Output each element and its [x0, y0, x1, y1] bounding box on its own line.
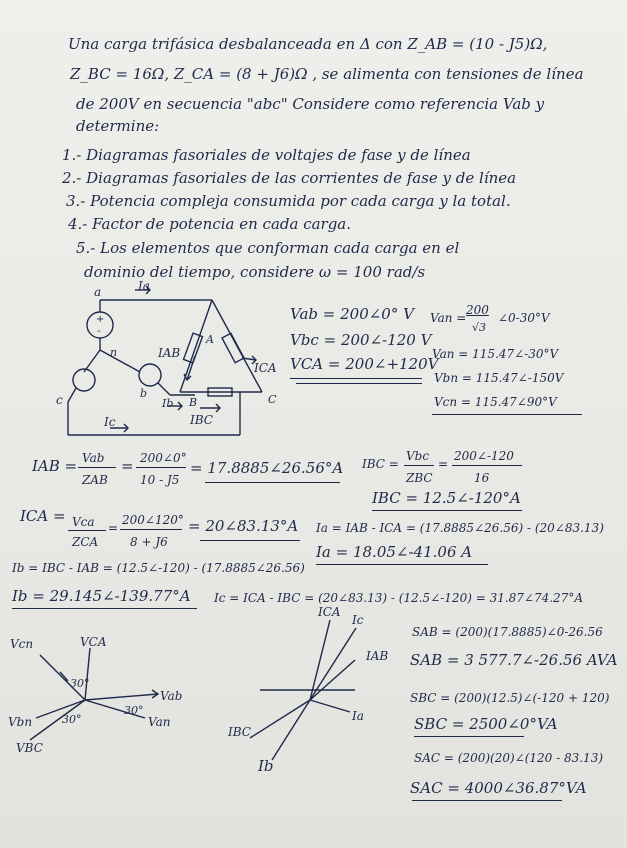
- iab-frac2-num: 200∠0°: [140, 451, 187, 465]
- item-3: 3.- Potencia compleja consumida por cada carga y la total.: [66, 192, 511, 210]
- node-B-label: B: [189, 396, 198, 409]
- sbc-expression: SBC = (200)(12.5)∠(-120 + 120): [410, 691, 610, 705]
- vbc-value: Vbc = 200∠-120 V: [290, 331, 432, 349]
- ica-frac2-den: 8 + J6: [130, 535, 168, 549]
- phasor-ib-label: Ib: [258, 757, 274, 775]
- sac-expression: SAC = (200)(20)∠(120 - 83.13): [414, 751, 604, 765]
- current-ibc-label: IBC: [190, 413, 213, 427]
- node-c-label: c: [56, 393, 63, 407]
- sac-result: SAC = 4000∠36.87°VA: [410, 779, 587, 797]
- item-2: 2.- Diagramas fasoriales de las corrientes de fase y de línea: [62, 169, 517, 187]
- item-5-cont: dominio del tiempo, considere ω = 100 rad/s: [84, 263, 426, 281]
- node-C-label: C: [268, 393, 277, 406]
- phasor-ica-label: ICA: [318, 605, 341, 619]
- sbc-result: SBC = 2500∠0°VA: [414, 715, 558, 733]
- source-a-minus: -: [97, 326, 101, 337]
- current-ic-label: Ic: [104, 415, 116, 429]
- van-numerator: 200: [466, 303, 489, 317]
- iab-eq: =: [121, 457, 134, 475]
- sab-result: SAB = 3 577.7∠-26.56 AVA: [410, 651, 618, 669]
- ia-equation: Ia = IAB - ICA = (17.8885∠26.56) - (20∠83.13): [316, 521, 604, 535]
- ibc-result: IBC = 12.5∠-120°A: [372, 489, 521, 507]
- iab-label: IAB =: [32, 457, 78, 475]
- angle-30-1: 30°: [70, 677, 90, 690]
- ibc-label: IBC =: [362, 457, 399, 471]
- ia-result: Ia = 18.05∠-41.06 A: [316, 543, 473, 561]
- item-5: 5.- Los elementos que conforman cada carga en el: [76, 239, 460, 257]
- node-b-label: b: [140, 387, 148, 400]
- ica-eq: =: [108, 521, 119, 535]
- phasor-vbn-label: Vbn: [8, 715, 33, 729]
- ib-result: Ib = 29.145∠-139.77°A: [12, 587, 191, 605]
- ic-equation: Ic = ICA - IBC = (20∠83.13) - (12.5∠-120) = 31.87∠74.27°A: [214, 591, 583, 605]
- phasor-vca-label: VCA: [80, 635, 107, 649]
- current-ia-label: Ia: [138, 279, 150, 293]
- iab-frac1-den: ZAB: [82, 473, 108, 487]
- ica-frac2-num: 200∠120°: [122, 513, 184, 527]
- phasor-iab-label: IAB: [366, 649, 389, 663]
- problem-line-3: de 200V en secuencia "abc" Considere como referencia Vab y: [76, 95, 545, 113]
- problem-line-2: Z_BC = 16Ω, Z_CA = (8 + J6)Ω , se alimenta con tensiones de línea: [70, 65, 584, 83]
- vbn-result: Vbn = 115.47∠-150V: [434, 371, 564, 385]
- ica-label: ICA =: [20, 507, 66, 525]
- van-result: Van = 115.47∠-30°V: [432, 347, 559, 361]
- current-iab-label: IAB: [158, 346, 181, 360]
- node-A-label: A: [206, 333, 214, 346]
- phasor-van-label: Van: [148, 715, 171, 729]
- phasor-vcn-label: Vcn: [10, 637, 34, 651]
- van-label: Van =: [430, 311, 467, 325]
- vca-value: VCA = 200∠+120V: [290, 355, 439, 373]
- ibc-frac2-num: 200∠-120: [454, 449, 514, 463]
- phasor-ibc-label: IBC: [228, 725, 251, 739]
- problem-line-1: Una carga trifásica desbalanceada en Δ con Z_AB = (10 - J5)Ω,: [68, 35, 548, 53]
- ica-result: = 20∠83.13°A: [188, 517, 299, 535]
- neutral-label: n: [110, 346, 118, 359]
- phasor-ic-label: Ic: [352, 613, 364, 627]
- phasor-vbc-label: VBC: [16, 741, 43, 755]
- ica-frac1-den: ZCA: [72, 535, 99, 549]
- sbc-underline: [414, 736, 524, 737]
- iab-frac2-den: 10 - J5: [140, 473, 180, 487]
- sab-expression: SAB = (200)(17.8885)∠0-26.56: [412, 625, 603, 639]
- ib-equation: Ib = IBC - IAB = (12.5∠-120) - (17.8885∠26.56): [12, 561, 305, 575]
- ibc-frac2-den: 16: [474, 471, 490, 485]
- source-a-plus: +: [96, 314, 105, 325]
- angle-30-3: 30°: [62, 713, 82, 726]
- node-a-label: a: [94, 285, 102, 299]
- ibc-eq: =: [438, 457, 449, 471]
- vab-value: Vab = 200∠0° V: [290, 305, 414, 323]
- ibc-frac1-den: ZBC: [406, 471, 433, 485]
- ica-frac1-num: Vca: [72, 515, 95, 529]
- phasor-ia-label: Ia: [352, 709, 364, 723]
- current-ib-label: Ib: [162, 397, 174, 410]
- sac-underline: [412, 800, 562, 801]
- iab-frac1-num: Vab: [82, 451, 105, 465]
- current-ica-label: ICA: [254, 361, 277, 375]
- item-4: 4.- Factor de potencia en cada carga.: [68, 215, 352, 233]
- van-denominator: √3: [472, 321, 487, 334]
- vcn-result: Vcn = 115.47∠90°V: [434, 395, 557, 409]
- item-1: 1.- Diagramas fasoriales de voltajes de fase y de línea: [62, 146, 471, 164]
- iab-result: = 17.8885∠26.56°A: [190, 459, 344, 477]
- ibc-frac1-num: Vbc: [406, 449, 430, 463]
- angle-30-2: 30°: [124, 704, 144, 717]
- phasor-vab-label: Vab: [160, 689, 183, 703]
- van-angle: ∠0-30°V: [498, 311, 550, 325]
- problem-line-4: determine:: [76, 117, 160, 135]
